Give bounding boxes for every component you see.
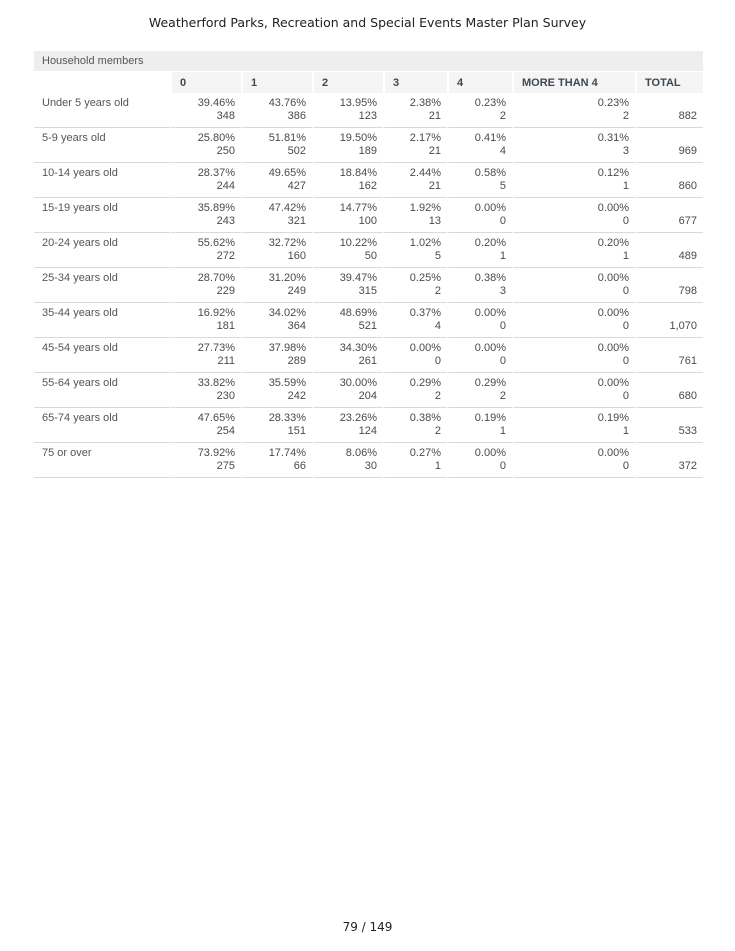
table-cell [383, 233, 447, 268]
table-cell [383, 408, 447, 443]
table-cell [512, 128, 635, 163]
table-cell [447, 268, 512, 303]
cell-count: 0 [622, 460, 629, 472]
cell-percent: 0.31% [597, 132, 629, 144]
cell-count: 3 [622, 145, 629, 157]
column-header: 4 [447, 71, 512, 93]
column-header: 0 [170, 71, 241, 93]
cell-count: 289 [287, 355, 306, 367]
cell-percent: 0.19% [474, 412, 506, 424]
table-cell [241, 163, 312, 198]
cell-count: 100 [358, 215, 377, 227]
table-cell [512, 163, 635, 198]
cell-percent: 43.76% [268, 97, 306, 109]
cell-percent: 8.06% [345, 447, 377, 459]
cell-percent: 0.00% [474, 307, 506, 319]
table-cell [312, 373, 383, 408]
total-cell [635, 198, 703, 233]
row-label: 20-24 years old [34, 233, 170, 268]
table-cell [447, 93, 512, 128]
cell-percent: 0.00% [597, 272, 629, 284]
table-cell [241, 373, 312, 408]
table-row [34, 93, 703, 128]
table-cell [512, 268, 635, 303]
cell-count: 0 [499, 460, 506, 472]
cell-count: 2 [622, 110, 629, 122]
cell-percent: 48.69% [339, 307, 377, 319]
cell-count: 229 [216, 285, 235, 297]
cell-total: 969 [678, 145, 697, 157]
cell-count: 2 [499, 390, 506, 402]
cell-percent: 0.29% [474, 377, 506, 389]
column-header: 3 [383, 71, 447, 93]
table-cell [170, 373, 241, 408]
cell-percent: 0.23% [474, 97, 506, 109]
cell-count: 124 [358, 425, 377, 437]
cell-percent: 49.65% [268, 167, 306, 179]
cell-count: 315 [358, 285, 377, 297]
total-cell [635, 233, 703, 268]
cell-total: 860 [678, 180, 697, 192]
cell-count: 162 [358, 180, 377, 192]
table-cell [383, 268, 447, 303]
cell-count: 1 [499, 425, 506, 437]
cell-count: 0 [434, 355, 441, 367]
cell-count: 261 [358, 355, 377, 367]
table-cell [447, 163, 512, 198]
cell-percent: 39.46% [197, 97, 235, 109]
cell-percent: 18.84% [339, 167, 377, 179]
cell-total: 798 [678, 285, 697, 297]
cell-count: 1 [622, 250, 629, 262]
cell-percent: 28.33% [268, 412, 306, 424]
total-cell [635, 338, 703, 373]
column-header: MORE THAN 4 [512, 71, 635, 93]
cell-count: 0 [622, 215, 629, 227]
table-cell [512, 338, 635, 373]
cell-percent: 0.41% [474, 132, 506, 144]
table-body [34, 93, 703, 478]
cell-count: 1 [434, 460, 441, 472]
table-cell [241, 268, 312, 303]
cell-count: 2 [499, 110, 506, 122]
table-cell [383, 198, 447, 233]
cell-count: 243 [216, 215, 235, 227]
row-label: 65-74 years old [34, 408, 170, 443]
table-cell [512, 408, 635, 443]
cell-count: 0 [499, 320, 506, 332]
cell-percent: 35.89% [197, 202, 235, 214]
table-cell [383, 443, 447, 478]
cell-percent: 0.38% [474, 272, 506, 284]
cell-count: 230 [216, 390, 235, 402]
cell-total: 1,070 [669, 320, 697, 332]
cell-percent: 0.29% [409, 377, 441, 389]
table-cell [383, 163, 447, 198]
cell-count: 250 [216, 145, 235, 157]
table-cell [312, 443, 383, 478]
cell-percent: 0.00% [597, 342, 629, 354]
table-row [34, 233, 703, 268]
table-cell [312, 303, 383, 338]
cell-count: 0 [622, 320, 629, 332]
table-cell [512, 233, 635, 268]
cell-percent: 23.26% [339, 412, 377, 424]
table-cell [383, 338, 447, 373]
cell-percent: 0.38% [409, 412, 441, 424]
table-cell [170, 268, 241, 303]
table-cell [312, 233, 383, 268]
table-cell [512, 443, 635, 478]
cell-count: 502 [287, 145, 306, 157]
cell-percent: 0.19% [597, 412, 629, 424]
table-cell [241, 443, 312, 478]
cell-count: 4 [499, 145, 506, 157]
cell-count: 13 [428, 215, 441, 227]
cell-count: 181 [216, 320, 235, 332]
cell-count: 211 [217, 355, 235, 367]
page-number: 79 / 149 [342, 920, 393, 934]
table-row [34, 163, 703, 198]
cell-total: 677 [678, 215, 697, 227]
cell-percent: 28.70% [197, 272, 235, 284]
cell-percent: 0.23% [597, 97, 629, 109]
table-cell [312, 198, 383, 233]
cell-percent: 34.30% [339, 342, 377, 354]
table-cell [447, 198, 512, 233]
cell-percent: 16.92% [197, 307, 235, 319]
cell-count: 123 [358, 110, 377, 122]
cell-total: 372 [678, 460, 697, 472]
cell-percent: 19.50% [339, 132, 377, 144]
table-cell [170, 93, 241, 128]
table-cell [447, 338, 512, 373]
document-title: Weatherford Parks, Recreation and Special Events Master Plan Survey [148, 15, 587, 30]
table-cell [170, 128, 241, 163]
table-caption: Household members [34, 51, 703, 71]
cell-percent: 0.00% [597, 202, 629, 214]
cell-percent: 0.37% [409, 307, 441, 319]
row-label: 10-14 years old [34, 163, 170, 198]
cell-count: 3 [499, 285, 506, 297]
cell-percent: 2.38% [409, 97, 441, 109]
cell-count: 21 [428, 145, 441, 157]
cell-count: 244 [216, 180, 235, 192]
cell-percent: 32.72% [268, 237, 306, 249]
cell-percent: 14.77% [339, 202, 377, 214]
total-cell [635, 408, 703, 443]
table-cell [383, 93, 447, 128]
cell-percent: 28.37% [197, 167, 235, 179]
row-label: 55-64 years old [34, 373, 170, 408]
table-row [34, 338, 703, 373]
cell-count: 151 [287, 425, 306, 437]
cell-total: 533 [678, 425, 697, 437]
row-label: 75 or over [34, 443, 170, 478]
cell-count: 0 [622, 390, 629, 402]
table-cell [170, 303, 241, 338]
table-cell [170, 233, 241, 268]
table-cell [383, 303, 447, 338]
total-cell [635, 268, 703, 303]
table-cell [512, 198, 635, 233]
cell-percent: 33.82% [197, 377, 235, 389]
cell-count: 521 [358, 320, 377, 332]
cell-percent: 37.98% [268, 342, 306, 354]
table-cell [241, 128, 312, 163]
cell-percent: 0.00% [474, 202, 506, 214]
cell-percent: 2.17% [409, 132, 441, 144]
cell-percent: 0.00% [597, 307, 629, 319]
cell-percent: 0.00% [474, 342, 506, 354]
cell-count: 5 [434, 250, 441, 262]
cell-count: 204 [358, 390, 377, 402]
table-cell [241, 233, 312, 268]
cell-count: 0 [622, 355, 629, 367]
cell-percent: 0.00% [474, 447, 506, 459]
table-cell [170, 408, 241, 443]
cell-count: 254 [216, 425, 235, 437]
cell-total: 882 [678, 110, 697, 122]
cell-percent: 31.20% [268, 272, 306, 284]
cell-count: 242 [287, 390, 306, 402]
table-cell [312, 338, 383, 373]
cell-percent: 1.02% [409, 237, 441, 249]
cell-percent: 55.62% [197, 237, 235, 249]
table-cell [383, 373, 447, 408]
cell-percent: 51.81% [268, 132, 306, 144]
table-cell [241, 198, 312, 233]
cell-percent: 1.92% [409, 202, 441, 214]
table-cell [241, 408, 312, 443]
cell-percent: 35.59% [268, 377, 306, 389]
table-cell [447, 303, 512, 338]
cell-percent: 0.25% [409, 272, 441, 284]
table-cell [383, 128, 447, 163]
table-row [34, 268, 703, 303]
cell-percent: 0.58% [474, 167, 506, 179]
total-cell [635, 443, 703, 478]
cell-count: 275 [216, 460, 235, 472]
table-cell [241, 303, 312, 338]
cell-count: 321 [287, 215, 306, 227]
table-cell [312, 268, 383, 303]
cell-percent: 30.00% [339, 377, 377, 389]
cell-count: 348 [216, 110, 235, 122]
household-members-table [34, 51, 703, 478]
column-header: 2 [312, 71, 383, 93]
cell-percent: 13.95% [339, 97, 377, 109]
cell-count: 0 [499, 355, 506, 367]
cell-percent: 27.73% [197, 342, 235, 354]
cell-count: 249 [287, 285, 306, 297]
table-cell [312, 408, 383, 443]
total-cell [635, 128, 703, 163]
cell-count: 1 [499, 250, 506, 262]
cell-count: 4 [434, 320, 441, 332]
cell-percent: 73.92% [197, 447, 235, 459]
cell-percent: 2.44% [409, 167, 441, 179]
total-cell [635, 93, 703, 128]
table-cell [512, 303, 635, 338]
cell-percent: 47.65% [197, 412, 235, 424]
table-cell [312, 163, 383, 198]
cell-percent: 0.20% [474, 237, 506, 249]
cell-count: 1 [622, 180, 629, 192]
table-cell [447, 408, 512, 443]
cell-count: 21 [428, 180, 441, 192]
row-label: 5-9 years old [34, 128, 170, 163]
cell-total: 761 [678, 355, 697, 367]
header-blank-cell [34, 71, 170, 93]
column-header: 1 [241, 71, 312, 93]
cell-percent: 0.12% [597, 167, 629, 179]
cell-count: 5 [499, 180, 506, 192]
cell-count: 160 [287, 250, 306, 262]
cell-percent: 0.27% [409, 447, 441, 459]
table-cell [447, 128, 512, 163]
cell-count: 1 [622, 425, 629, 437]
table-cell [170, 338, 241, 373]
cell-count: 364 [287, 320, 306, 332]
table-cell [170, 198, 241, 233]
cell-count: 30 [364, 460, 377, 472]
table-cell [512, 93, 635, 128]
table-cell [447, 233, 512, 268]
table-row [34, 128, 703, 163]
row-label: 25-34 years old [34, 268, 170, 303]
cell-count: 0 [622, 285, 629, 297]
cell-total: 489 [678, 250, 697, 262]
cell-count: 2 [434, 285, 441, 297]
table-row [34, 198, 703, 233]
cell-percent: 25.80% [197, 132, 235, 144]
cell-percent: 34.02% [268, 307, 306, 319]
total-cell [635, 373, 703, 408]
table-row [34, 408, 703, 443]
cell-count: 2 [434, 425, 441, 437]
table-cell [170, 443, 241, 478]
row-label: 15-19 years old [34, 198, 170, 233]
cell-count: 21 [428, 110, 441, 122]
total-cell [635, 303, 703, 338]
table-cell [512, 373, 635, 408]
cell-count: 386 [287, 110, 306, 122]
table-cell [241, 338, 312, 373]
cell-count: 0 [499, 215, 506, 227]
table-cell [170, 163, 241, 198]
cell-percent: 0.00% [409, 342, 441, 354]
table-cell [312, 93, 383, 128]
cell-percent: 17.74% [268, 447, 306, 459]
cell-percent: 47.42% [268, 202, 306, 214]
cell-count: 66 [293, 460, 306, 472]
cell-percent: 0.20% [597, 237, 629, 249]
table-cell [241, 93, 312, 128]
row-label: Under 5 years old [34, 93, 170, 128]
table-row [34, 303, 703, 338]
cell-percent: 0.00% [597, 377, 629, 389]
table-cell [447, 443, 512, 478]
row-label: 45-54 years old [34, 338, 170, 373]
table-cell [447, 373, 512, 408]
cell-count: 2 [434, 390, 441, 402]
table-header-row [34, 71, 703, 93]
cell-count: 272 [216, 250, 235, 262]
cell-count: 189 [358, 145, 377, 157]
cell-total: 680 [678, 390, 697, 402]
cell-percent: 10.22% [339, 237, 377, 249]
table-cell [312, 128, 383, 163]
table-row [34, 373, 703, 408]
cell-percent: 0.00% [597, 447, 629, 459]
column-header: TOTAL [635, 71, 703, 93]
cell-count: 427 [287, 180, 306, 192]
table-row [34, 443, 703, 478]
cell-percent: 39.47% [339, 272, 377, 284]
row-label: 35-44 years old [34, 303, 170, 338]
cell-count: 50 [364, 250, 377, 262]
total-cell [635, 163, 703, 198]
